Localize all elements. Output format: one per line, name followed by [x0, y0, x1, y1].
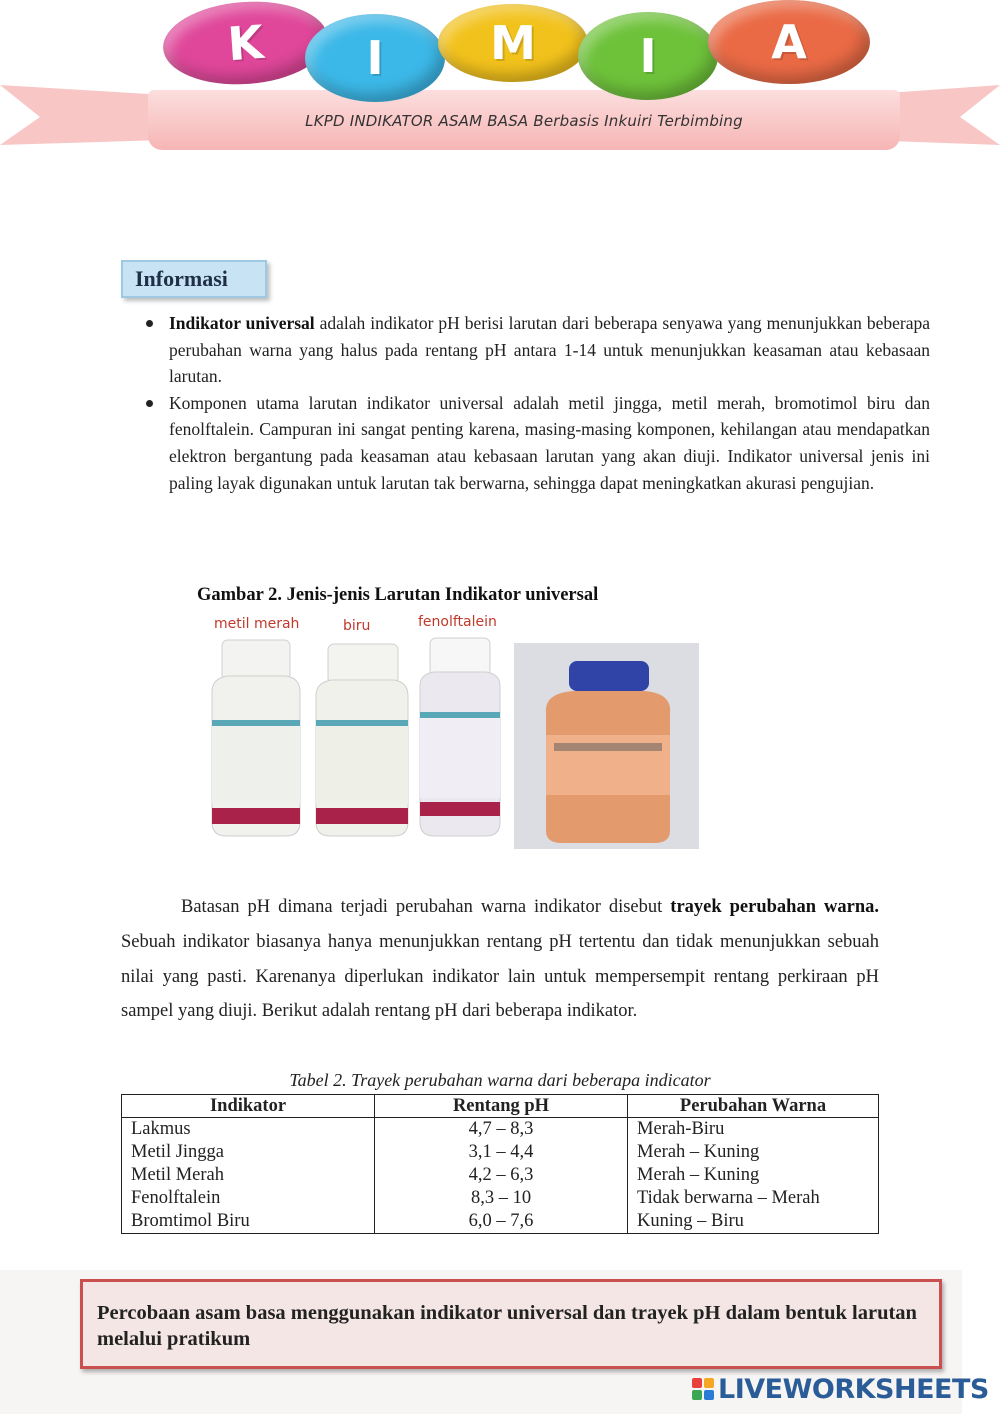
- cell-indikator: Fenolftalein: [122, 1187, 375, 1210]
- paragraph-part-1: Batasan pH dimana terjadi perubahan warna indikator disebut: [181, 897, 671, 917]
- table-row: [122, 1141, 879, 1164]
- table-caption: Tabel 2. Trayek perubahan warna dari beberapa indicator: [289, 1070, 711, 1090]
- letter-bubble-m: M: [438, 4, 588, 82]
- trayek-table: [121, 1094, 879, 1234]
- table-row: [122, 1210, 879, 1234]
- cell-rentang: 8,3 – 10: [375, 1187, 628, 1210]
- cell-warna: Merah-Biru: [628, 1118, 879, 1142]
- letter-bubble-i: I: [305, 14, 445, 102]
- table-row: [122, 1164, 879, 1187]
- figure-caption: Gambar 2. Jenis-jenis Larutan Indikator universal: [197, 585, 599, 605]
- info-bullet-2-text: Komponen utama larutan indikator universal adalah metil jingga, metil merah, bromotimol biru dan fenolftalein. Campuran ini sangat penting karena, masing-masing komponen, kehilangan atau mendapatkan elektron bergantung pada keasaman atau kebasaan larutan yang akan diuji. Indikator universal jenis ini paling layak digunakan untuk larutan tak berwarna, sehingga dapat meningkatkan akurasi pengujian.: [169, 392, 930, 493]
- cell-rentang: 3,1 – 4,4: [375, 1141, 628, 1164]
- indicator-bottles-photo: [200, 612, 505, 844]
- letter-bubble-a: A: [708, 0, 870, 84]
- letter-bubble-k: K: [160, 0, 330, 90]
- paragraph-part-2: Sebuah indikator biasanya hanya menunjukkan rentang pH tertentu dan tidak menunjukkan sebuah nilai yang pasti. Karenanya diperlukan indikator lain untuk mempersempit rentang perkiraan pH sampel yang diuji. Berikut adalah rentang pH dari beberapa indikator.: [121, 931, 879, 1022]
- cell-rentang: 4,7 – 8,3: [375, 1118, 628, 1142]
- info-bullet-1: [144, 310, 930, 390]
- cell-indikator: Metil Jingga: [122, 1141, 375, 1164]
- label-metil-merah: metil merah: [214, 616, 300, 632]
- info-bullet-list: [144, 310, 930, 496]
- label-fenolftalein: fenolftalein: [418, 614, 497, 630]
- cell-indikator: Bromtimol Biru: [122, 1210, 375, 1234]
- info-bullet-2: [144, 390, 930, 496]
- cell-rentang: 4,2 – 6,3: [375, 1164, 628, 1187]
- percobaan-box: Percobaan asam basa menggunakan indikator universal dan trayek pH dalam bentuk larutan melalui pratikum: [80, 1279, 942, 1369]
- label-biru: biru: [343, 618, 371, 634]
- cell-rentang: 6,0 – 7,6: [375, 1210, 628, 1234]
- cell-warna: Tidak berwarna – Merah: [628, 1187, 879, 1210]
- liveworksheets-watermark[interactable]: [692, 1374, 989, 1404]
- cell-warna: Merah – Kuning: [628, 1141, 879, 1164]
- liveworksheets-text: LIVEWORKSHEETS: [718, 1373, 989, 1405]
- trayek-paragraph: [121, 890, 879, 1029]
- cell-indikator: Metil Merah: [122, 1164, 375, 1187]
- info-bullet-1-text: adalah indikator pH berisi larutan dari beberapa senyawa yang menunjukkan beberapa perubahan warna yang halus pada rentang pH antara 1-14 untuk menunjukkan keasaman atau kebasaan larutan.: [169, 313, 930, 387]
- table-header-row: [122, 1095, 879, 1118]
- info-bullet-1-bold: Indikator universal: [169, 313, 315, 333]
- table-row: [122, 1118, 879, 1142]
- info-title: Informasi: [121, 260, 267, 298]
- letter-bubble-i-2: I: [578, 12, 718, 100]
- paragraph-bold: trayek perubahan warna.: [670, 897, 879, 917]
- bottles-illustration: [200, 612, 505, 844]
- header-banner: [0, 0, 1000, 160]
- liveworksheets-logo-icon: [692, 1378, 714, 1400]
- methyl-orange-photo: [514, 643, 699, 849]
- header-perubahan-warna: Perubahan Warna: [628, 1095, 879, 1118]
- cell-indikator: Lakmus: [122, 1118, 375, 1142]
- table-row: [122, 1187, 879, 1210]
- cell-warna: Merah – Kuning: [628, 1164, 879, 1187]
- header-indikator: Indikator: [122, 1095, 375, 1118]
- header-rentang-ph: Rentang pH: [375, 1095, 628, 1118]
- cell-warna: Kuning – Biru: [628, 1210, 879, 1234]
- methyl-orange-bottle: [514, 643, 699, 849]
- header-subtitle: LKPD INDIKATOR ASAM BASA Berbasis Inkuiri Terbimbing: [305, 112, 743, 130]
